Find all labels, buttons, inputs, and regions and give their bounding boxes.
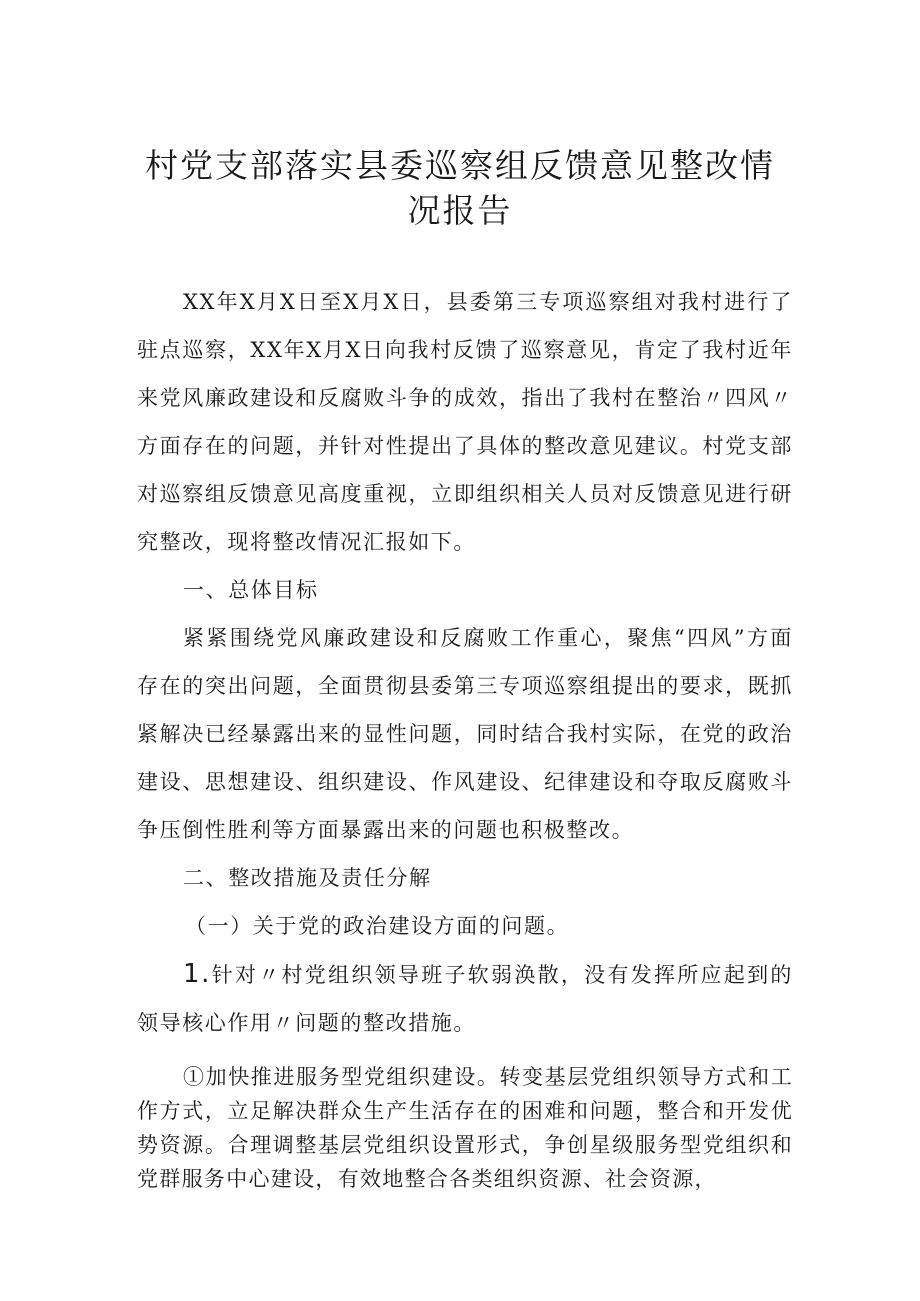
- subsection1-heading: （一）关于党的政治建设方面的问题。: [185, 914, 570, 938]
- section2-heading: 二、整改措施及责任分解: [183, 866, 432, 890]
- section1-body: 紧紧围绕党风廉政建设和反腐败工作重心，聚焦“四风”方面存在的突出问题，全面贯彻县委第三专项巡察组提出的要求，既抓紧解决已经暴露出来的显性问题，同时结合我村实际，在党的政治建设、思想建设、组织建设、作风建设、纪律建设和夺取反腐败斗争压倒性胜利等方面暴露出来的问题也积极整改。: [137, 626, 793, 842]
- section1-heading: 一、总体目标: [183, 578, 319, 602]
- item1-number: 1.: [183, 959, 212, 989]
- intro-paragraph: XX年X月X日至X月X日，县委第三专项巡察组对我村进行了驻点巡察，XX年X月X日向我村反馈了巡察意见，肯定了我村近年来党风廉政建设和反腐败斗争的成效，指出了我村在整治〃四风〃方面存在的问题，并针对性提出了具体的整改意见建议。村党支部对巡察组反馈意见高度重视，立即组织相关人员对反馈意见进行研究整改，现将整改情况汇报如下。: [137, 290, 793, 554]
- item1-paragraph: [137, 950, 793, 1047]
- item1-text: 针对〃村党组织领导班子软弱涣散，没有发挥所应起到的领导核心作用〃问题的整改措施。: [137, 963, 793, 1035]
- item1-measure1-paragraph: ①加快推进服务型党组织建设。转变基层党组织领导方式和工作方式，立足解决群众生产生活存在的困难和问题，整合和开发优势资源。合理调整基层党组织设置形式，争创星级服务型党组织和党群服务中心建设，有效地整合各类组织资源、社会资源，: [137, 1065, 793, 1191]
- document-title-line1: 村党支部落实县委巡察组反馈意见整改情: [145, 146, 775, 185]
- document-title-line2: 况报告: [407, 191, 513, 230]
